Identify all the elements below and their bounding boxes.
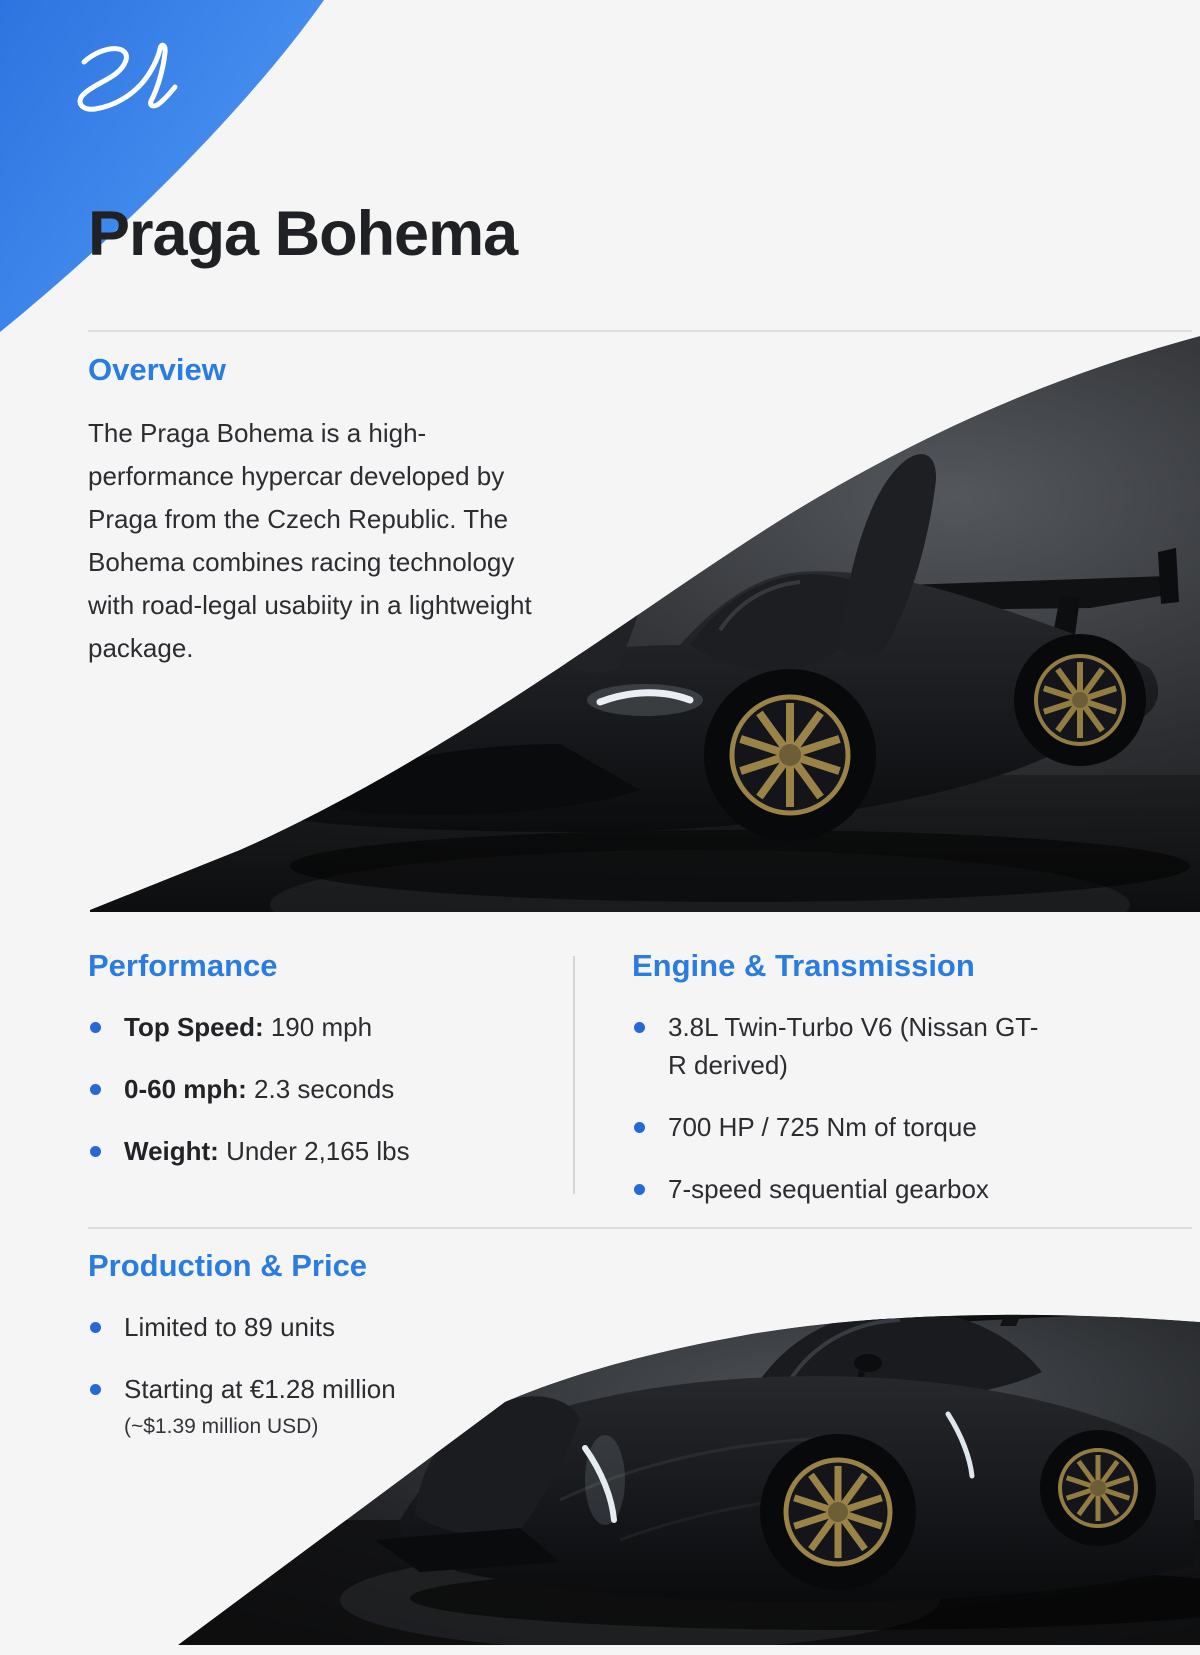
engine-list bbox=[632, 1008, 1177, 1208]
item-value: 3.8L Twin-Turbo V6 (Nissan GT-R derived) bbox=[668, 1012, 1039, 1080]
item-value: Under 2,165 lbs bbox=[218, 1136, 410, 1166]
engine-item bbox=[632, 1008, 1177, 1084]
performance-list bbox=[88, 1008, 548, 1170]
item-value: Starting at €1.28 million bbox=[124, 1374, 396, 1404]
performance-heading: Performance bbox=[88, 948, 278, 983]
rear-wheel bbox=[1014, 634, 1146, 766]
column-divider bbox=[573, 956, 575, 1194]
price-usd-subtext: (~$1.39 million USD) bbox=[124, 1415, 319, 1438]
title-divider bbox=[88, 330, 1192, 332]
performance-item-0-60 bbox=[88, 1070, 548, 1108]
performance-item-weight bbox=[88, 1132, 548, 1170]
engine-section bbox=[632, 948, 1177, 1232]
front-wheel bbox=[704, 669, 876, 841]
page-title: Praga Bohema bbox=[88, 199, 518, 269]
performance-item-top-speed bbox=[88, 1008, 548, 1046]
bullet-dot bbox=[634, 1122, 645, 1133]
performance-section bbox=[88, 948, 548, 1194]
production-heading: Production & Price bbox=[88, 1248, 368, 1283]
item-value: Limited to 89 units bbox=[124, 1312, 336, 1342]
item-label: 0-60 mph: bbox=[124, 1074, 247, 1104]
bullet-dot bbox=[634, 1184, 645, 1195]
production-car-image bbox=[0, 1290, 1200, 1648]
overview-heading: Overview bbox=[88, 352, 226, 387]
bullet-dot bbox=[90, 1084, 101, 1095]
item-value: 190 mph bbox=[263, 1012, 373, 1042]
bullet-dot bbox=[90, 1146, 101, 1157]
headlight-streak bbox=[587, 684, 703, 716]
overview-paragraph: The Praga Bohema is a high-performance hypercar developed by Praga from the Czech Republic. The Bohema combines racing technology with road-legal usabiity in a lightweight package. bbox=[88, 418, 532, 663]
item-label: Top Speed: bbox=[124, 1012, 264, 1042]
engine-heading: Engine & Transmission bbox=[632, 948, 975, 983]
bullet-dot bbox=[90, 1022, 101, 1033]
item-value: 2.3 seconds bbox=[246, 1074, 395, 1104]
engine-item bbox=[632, 1170, 1177, 1208]
item-value: 7-speed sequential gearbox bbox=[668, 1174, 989, 1204]
roof-scoop bbox=[890, 1290, 950, 1312]
brand-corner-shape bbox=[0, 0, 340, 340]
overview-section bbox=[88, 352, 533, 670]
item-label: Weight: bbox=[124, 1136, 219, 1166]
engine-item bbox=[632, 1108, 1177, 1146]
rear-wheel bbox=[1040, 1430, 1156, 1546]
front-wheel bbox=[760, 1434, 916, 1590]
item-value: 700 HP / 725 Nm of torque bbox=[668, 1112, 977, 1142]
car-shadow bbox=[290, 830, 1190, 902]
bullet-dot bbox=[634, 1022, 645, 1033]
section-divider bbox=[88, 1227, 1192, 1229]
